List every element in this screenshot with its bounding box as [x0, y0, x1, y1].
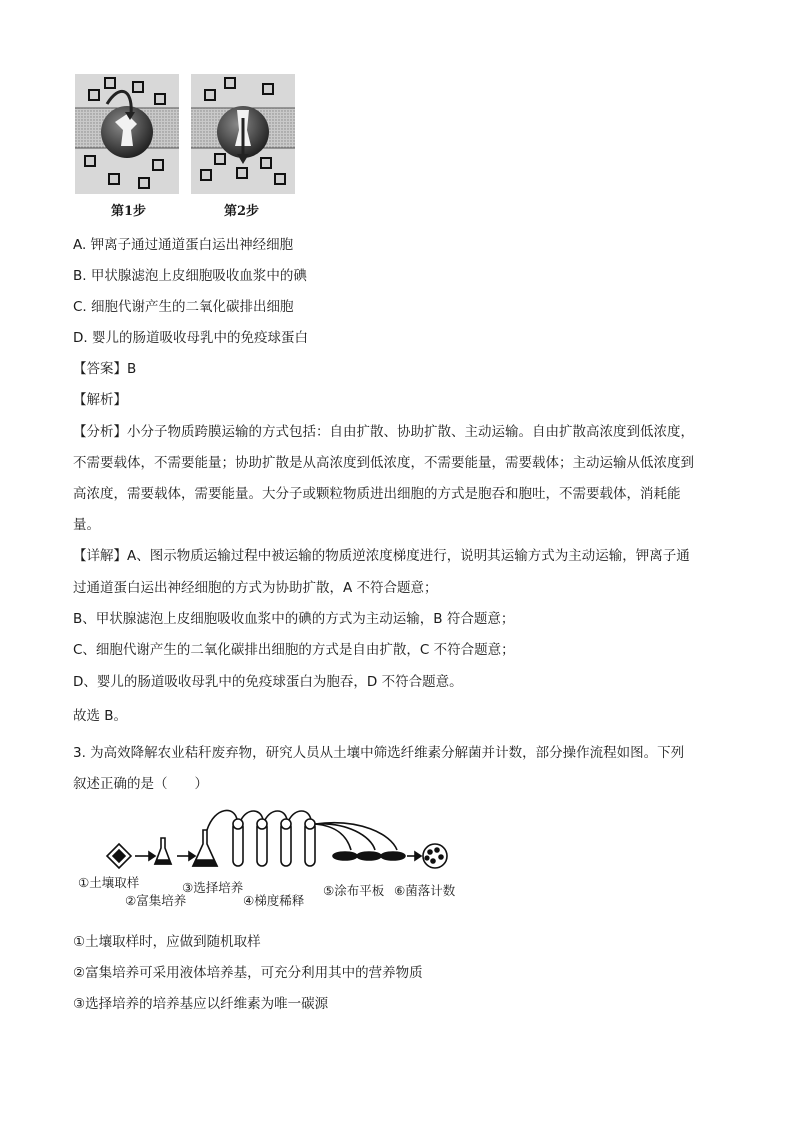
- detail-line: B、甲状腺滤泡上皮细胞吸收血浆中的碘的方式为主动运输，B 符合题意；: [73, 611, 515, 627]
- figure-label-step-1: 第1步: [111, 204, 147, 219]
- analysis-line: 不需要载体，不需要能量；协助扩散是从高浓度到低浓度，不需要能量，需要载体；主动运输从低浓度到: [73, 455, 694, 471]
- question-3-line-1: 3. 为高效降解农业秸秆废弃物，研究人员从土壤中筛选纤维素分解菌并计数，部分操作流程如图。下列: [73, 745, 685, 761]
- answer-value: B: [127, 361, 137, 377]
- detail-line: C、细胞代谢产生的二氧化碳排出细胞的方式是自由扩散，C 不符合题意；: [73, 642, 515, 658]
- option-c: C. 细胞代谢产生的二氧化碳排出细胞: [73, 299, 294, 315]
- dilution-tubes-icon: [233, 819, 315, 866]
- membrane-figure: [75, 74, 295, 194]
- membrane-transport-diagram: [75, 74, 295, 194]
- answer-line: [73, 359, 136, 379]
- colony-dish-icon: [423, 844, 447, 868]
- selection-flask-icon: [193, 830, 217, 866]
- statement-2: ②富集培养可采用液体培养基，可充分利用其中的营养物质: [73, 965, 423, 981]
- option-b: B. 甲状腺滤泡上皮细胞吸收血浆中的碘: [73, 268, 307, 284]
- analysis-line: 量。: [73, 517, 100, 533]
- statement-1: ①土壤取样时，应做到随机取样: [73, 934, 261, 950]
- option-a: A. 钾离子通过通道蛋白运出神经细胞: [73, 237, 294, 253]
- panel-step-1: [75, 74, 179, 194]
- flow-label-step-3: ③选择培养: [182, 880, 244, 895]
- question-3-line-2: 叙述正确的是（ ）: [73, 776, 208, 792]
- panel-step-2: [191, 74, 295, 194]
- enrichment-flask-icon: [155, 838, 171, 864]
- flow-label-step-1: ①土壤取样: [78, 875, 140, 890]
- soil-sample-icon: [107, 844, 131, 868]
- detail-line: D、婴儿的肠道吸收母乳中的免疫球蛋白为胞吞，D 不符合题意。: [73, 674, 463, 690]
- flow-label-step-2: ②富集培养: [125, 893, 187, 908]
- detail-line: 过通道蛋白运出神经细胞的方式为协助扩散，A 不符合题意；: [73, 580, 438, 596]
- flow-label-step-4: ④梯度稀释: [243, 893, 305, 908]
- flow-label-step-6: ⑥菌落计数: [394, 883, 456, 898]
- option-d: D. 婴儿的肠道吸收母乳中的免疫球蛋白: [73, 330, 308, 346]
- statement-3: ③选择培养的培养基应以纤维素为唯一碳源: [73, 996, 329, 1012]
- analysis-line: 【分析】小分子物质跨膜运输的方式包括：自由扩散、协助扩散、主动运输。自由扩散高浓度到低浓度，: [73, 424, 694, 440]
- analysis-tag: 【解析】: [73, 392, 127, 408]
- conclusion: 故选 B。: [73, 708, 128, 724]
- detail-line: 【详解】A、图示物质运输过程中被运输的物质逆浓度梯度进行，说明其运输方式为主动运输，钾离子通: [73, 548, 690, 564]
- answer-tag: 【答案】: [73, 361, 127, 377]
- plates-icon: [333, 852, 405, 860]
- analysis-line: 高浓度，需要载体，需要能量。大分子或颗粒物质进出细胞的方式是胞吞和胞吐，不需要载体，消耗能: [73, 486, 681, 502]
- flow-label-step-5: ⑤涂布平板: [323, 883, 385, 898]
- figure-label-step-2: 第2步: [224, 204, 260, 219]
